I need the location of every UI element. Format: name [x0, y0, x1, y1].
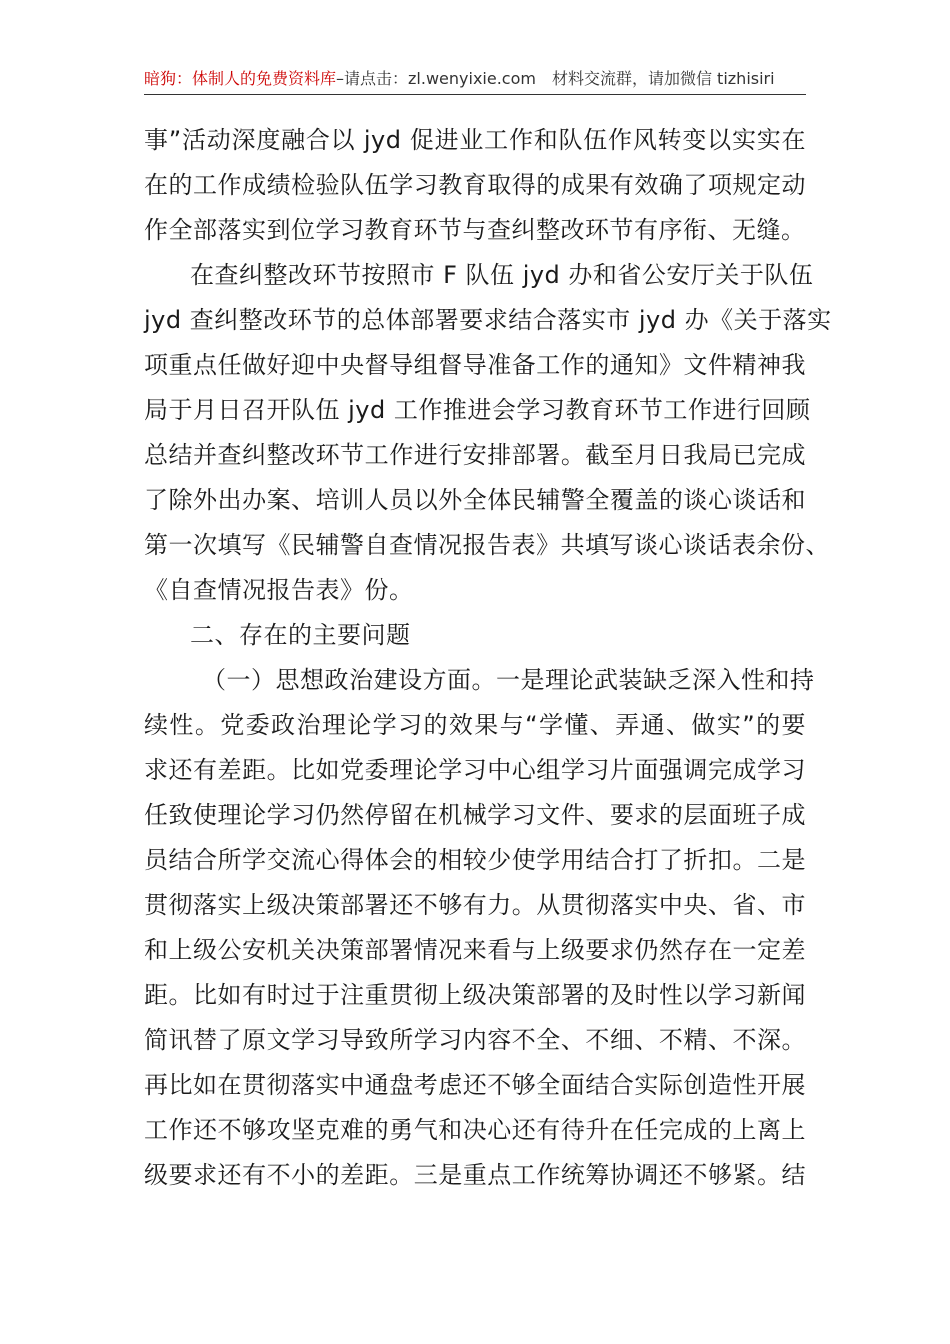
text-line: 员结合所学交流心得体会的相较少使学用结合打了折扣。二是 — [144, 846, 806, 874]
text-line: 第一次填写《民辅警自查情况报告表》共填写谈心谈话表余份、 — [144, 531, 830, 559]
text-line: 距。比如有时过于注重贯彻上级决策部署的及时性以学习新闻 — [144, 981, 806, 1009]
text-line: 简讯替了原文学习导致所学习内容不全、不细、不精、不深。 — [144, 1026, 806, 1054]
section-heading: 二、存在的主要问题 — [190, 621, 411, 649]
text-line: 和上级公安机关决策部署情况来看与上级要求仍然存在一定差 — [144, 936, 806, 964]
header-site-link[interactable]: zl.wenyixie.com — [408, 69, 536, 88]
text-line: 事”活动深度融合以 jyd 促进业工作和队伍作风转变以实实在 — [144, 126, 806, 154]
text-line: 工作还不够攻坚克难的勇气和决心还有待升在任完成的上离上 — [144, 1116, 806, 1144]
header-site-name: 暗狗：体制人的免费资料库 — [144, 69, 337, 88]
text-line: 在的工作成绩检验队伍学习教育取得的成果有效确了项规定动 — [144, 171, 806, 199]
header-contact-note: 材料交流群，请加微信 tizhisiri — [551, 69, 775, 88]
text-line: 作全部落实到位学习教育环节与查纠整改环节有序衔、无缝。 — [144, 216, 806, 244]
text-line: 在查纠整改环节按照市 F 队伍 jyd 办和省公安厅关于队伍 — [190, 261, 814, 289]
text-line: 级要求还有不小的差距。三是重点工作统筹协调还不够紧。结 — [144, 1161, 806, 1189]
text-line: 再比如在贯彻落实中通盘考虑还不够全面结合实际创造性开展 — [144, 1071, 806, 1099]
text-line: 《自查情况报告表》份。 — [144, 576, 414, 604]
text-line: 任致使理论学习仍然停留在机械学习文件、要求的层面班子成 — [144, 801, 806, 829]
text-line: 项重点任做好迎中央督导组督导准备工作的通知》文件精神我 — [144, 351, 806, 379]
text-line: 求还有差距。比如党委理论学习中心组学习片面强调完成学习 — [144, 756, 806, 784]
header-click-prompt: –请点击： — [336, 69, 409, 88]
text-line: 续性。党委政治理论学习的效果与“学懂、弄通、做实”的要 — [144, 711, 806, 739]
text-line: jyd 查纠整改环节的总体部署要求结合落实市 jyd 办《关于落实 — [144, 306, 832, 334]
text-line: 了除外出办案、培训人员以外全体民辅警全覆盖的谈心谈话和 — [144, 486, 806, 514]
text-line: 贯彻落实上级决策部署还不够有力。从贯彻落实中央、省、市 — [144, 891, 806, 919]
page-header — [144, 66, 806, 95]
text-line: 局于月日召开队伍 jyd 工作推进会学习教育环节工作进行回顾 — [144, 396, 811, 424]
text-line: 总结并查纠整改环节工作进行安排部署。截至月日我局已完成 — [144, 441, 806, 469]
text-line: （一）思想政治建设方面。一是理论武装缺乏深入性和持 — [202, 666, 815, 694]
document-body — [144, 118, 832, 1198]
